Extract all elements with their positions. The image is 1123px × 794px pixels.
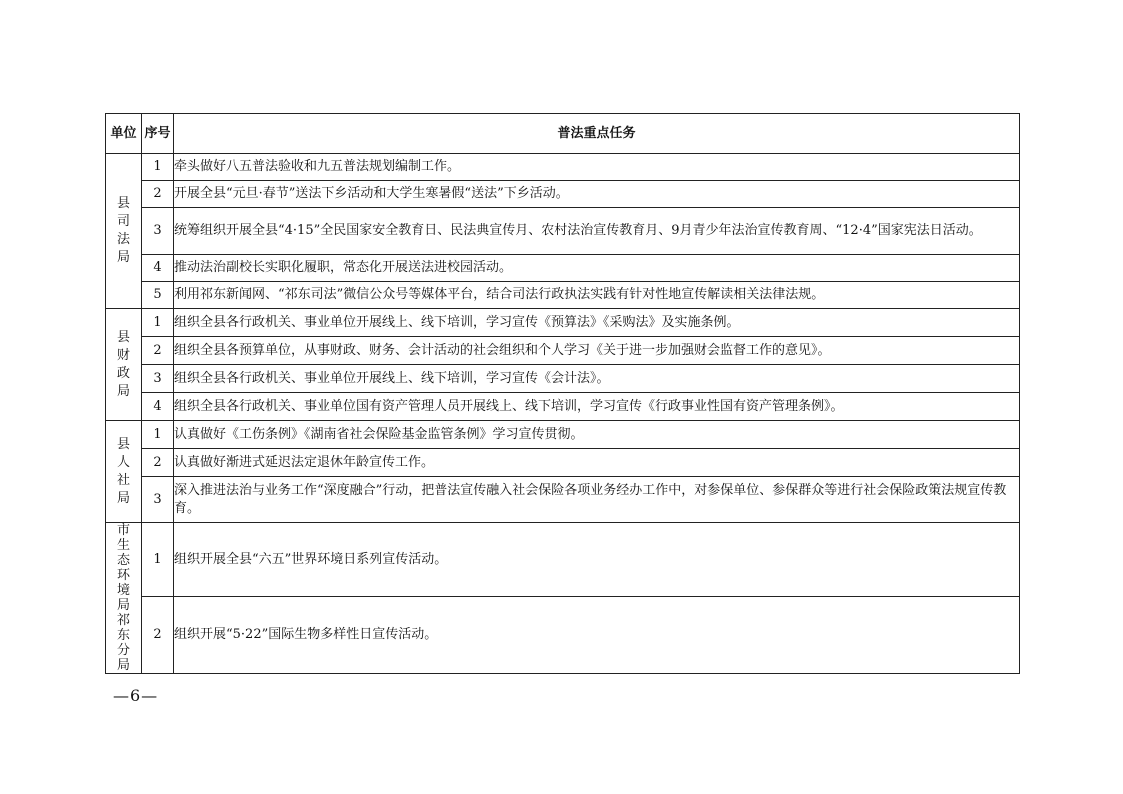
table-row — [106, 282, 1020, 309]
task-text: 深入推进法治与业务工作“深度融合”行动，把普法宣传融入社会保险各项业务经办工作中，对参保单位、参保群众等进行社会保险政策法规宣传教育。 — [174, 477, 1020, 523]
unit-cell-hrss: 县人社局 — [106, 421, 142, 523]
task-text: 统筹组织开展全县“4·15”全民国家安全教育日、民法典宣传月、农村法治宣传教育月、9月青少年法治宣传教育周、“12·4”国家宪法日活动。 — [174, 208, 1020, 255]
row-num: 1 — [142, 154, 174, 181]
row-num: 2 — [142, 337, 174, 365]
unit-cell-finance: 县财政局 — [106, 309, 142, 421]
table-row — [106, 477, 1020, 523]
table-row — [106, 365, 1020, 393]
task-text: 组织全县各行政机关、事业单位国有资产管理人员开展线上、线下培训，学习宣传《行政事业性国有资产管理条例》。 — [174, 393, 1020, 421]
task-text: 组织开展全县“六五”世界环境日系列宣传活动。 — [174, 523, 1020, 597]
task-text: 认真做好渐进式延迟法定退休年龄宣传工作。 — [174, 449, 1020, 477]
row-num: 3 — [142, 477, 174, 523]
table-row — [106, 597, 1020, 674]
unit-cell-ecology: 市生态环境局祁东分局 — [106, 523, 142, 674]
task-text: 组织全县各行政机关、事业单位开展线上、线下培训，学习宣传《预算法》《采购法》及实施条例。 — [174, 309, 1020, 337]
table-row — [106, 523, 1020, 597]
row-num: 3 — [142, 365, 174, 393]
task-text: 推动法治副校长实职化履职，常态化开展送法进校园活动。 — [174, 255, 1020, 282]
task-text: 利用祁东新闻网、“祁东司法”微信公众号等媒体平台，结合司法行政执法实践有针对性地宣传解读相关法律法规。 — [174, 282, 1020, 309]
table-row — [106, 337, 1020, 365]
table-row — [106, 421, 1020, 449]
table-header-row — [106, 114, 1020, 154]
row-num: 5 — [142, 282, 174, 309]
row-num: 2 — [142, 449, 174, 477]
header-unit: 单位 — [106, 114, 142, 154]
row-num: 4 — [142, 393, 174, 421]
table-row — [106, 208, 1020, 255]
task-text: 组织开展“5·22”国际生物多样性日宣传活动。 — [174, 597, 1020, 674]
page-number: —6— — [113, 686, 159, 705]
header-task: 普法重点任务 — [174, 114, 1020, 154]
table-row — [106, 309, 1020, 337]
header-num: 序号 — [142, 114, 174, 154]
table-row — [106, 393, 1020, 421]
row-num: 4 — [142, 255, 174, 282]
row-num: 2 — [142, 181, 174, 208]
row-num: 1 — [142, 309, 174, 337]
table-row — [106, 154, 1020, 181]
task-text: 开展全县“元旦·春节”送法下乡活动和大学生寒暑假“送法”下乡活动。 — [174, 181, 1020, 208]
table-row — [106, 181, 1020, 208]
row-num: 2 — [142, 597, 174, 674]
table-row — [106, 449, 1020, 477]
task-text: 认真做好《工伤条例》《湖南省社会保险基金监管条例》学习宣传贯彻。 — [174, 421, 1020, 449]
task-table — [105, 113, 1020, 674]
unit-cell-judicial: 县司法局 — [106, 154, 142, 309]
task-text: 组织全县各预算单位，从事财政、财务、会计活动的社会组织和个人学习《关于进一步加强财会监督工作的意见》。 — [174, 337, 1020, 365]
row-num: 1 — [142, 421, 174, 449]
table-row — [106, 255, 1020, 282]
row-num: 1 — [142, 523, 174, 597]
task-text: 组织全县各行政机关、事业单位开展线上、线下培训，学习宣传《会计法》。 — [174, 365, 1020, 393]
task-text: 牵头做好八五普法验收和九五普法规划编制工作。 — [174, 154, 1020, 181]
row-num: 3 — [142, 208, 174, 255]
